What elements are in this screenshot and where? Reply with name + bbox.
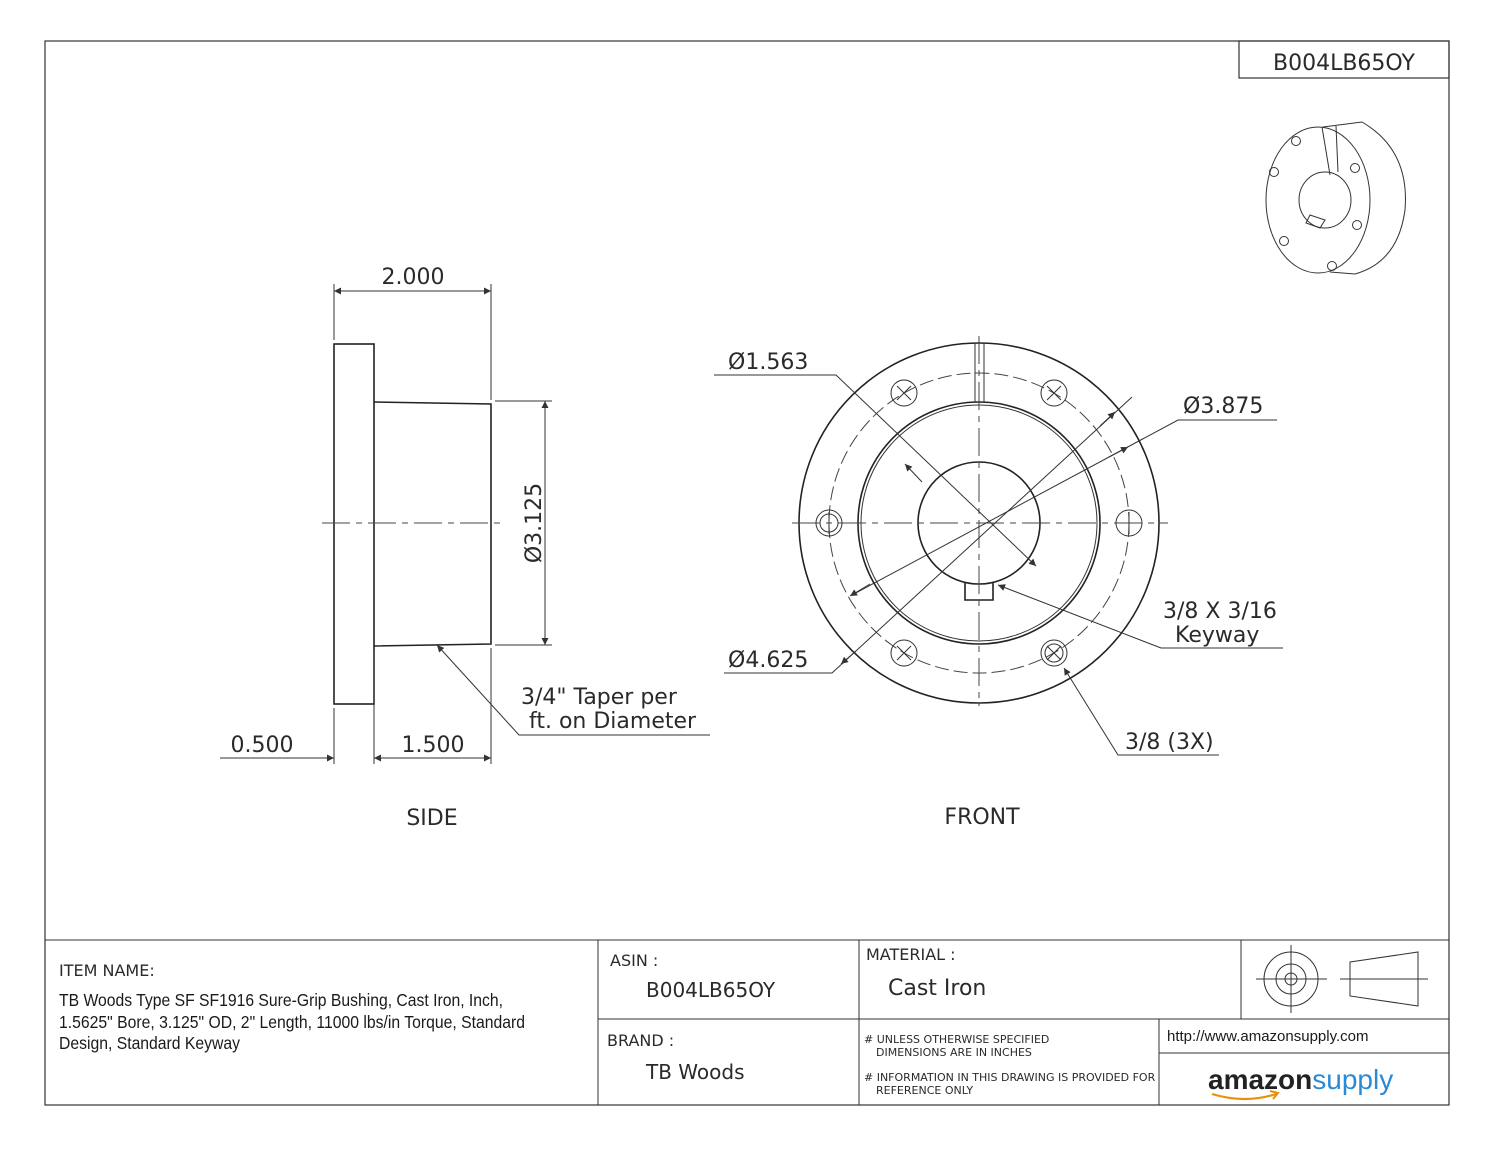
side-view-title: SIDE <box>406 806 458 831</box>
dim-overall-length: 2.000 <box>381 265 445 290</box>
front-view <box>714 336 1283 830</box>
material-label: MATERIAL : <box>866 945 956 964</box>
item-name-label: ITEM NAME: <box>59 961 155 980</box>
asin-value: B004LB65OY <box>646 978 776 1002</box>
taper-note-line2: ft. on Diameter <box>529 709 697 734</box>
note2-line2: REFERENCE ONLY <box>876 1084 974 1097</box>
part-number: B004LB65OY <box>1273 51 1415 76</box>
dim-taper-length: 1.500 <box>401 733 465 758</box>
dim-flange-thickness: 0.500 <box>230 733 294 758</box>
part-number-box <box>1239 41 1449 78</box>
asin-label: ASIN : <box>610 951 659 970</box>
bolt-hole-icon <box>891 380 917 406</box>
note1-line1: # UNLESS OTHERWISE SPECIFIED <box>864 1033 1050 1046</box>
dim-bolt-circle-label: Ø3.875 <box>1183 394 1264 419</box>
keyway-note-line1: 3/8 X 3/16 <box>1163 599 1277 624</box>
side-view <box>220 265 710 831</box>
side-taper-body <box>374 402 491 646</box>
bolt-hole-icon <box>816 510 842 536</box>
side-flange <box>334 344 374 704</box>
brand-value: TB Woods <box>646 1060 745 1084</box>
front-view-title: FRONT <box>944 805 1020 830</box>
svg-text:amazonsupply: amazonsupply <box>1208 1064 1394 1095</box>
title-block <box>45 940 1449 1105</box>
item-name-line2: 1.5625" Bore, 3.125" OD, 2" Length, 11000 lbs/in Torque, Standard <box>59 1012 525 1032</box>
hole-callout: 3/8 (3X) <box>1125 730 1214 755</box>
bolt-hole-icon <box>891 640 917 666</box>
item-name-line1: TB Woods Type SF SF1916 Sure-Grip Bushing, Cast Iron, Inch, <box>59 990 503 1010</box>
amazonsupply-logo <box>1208 1064 1393 1099</box>
website-link[interactable]: http://www.amazonsupply.com <box>1167 1028 1369 1045</box>
brand-label: BRAND : <box>607 1031 675 1050</box>
item-name-line3: Design, Standard Keyway <box>59 1033 241 1053</box>
bolt-hole-icon <box>1041 640 1067 666</box>
keyway-note-line2: Keyway <box>1175 623 1260 648</box>
projection-symbol-icon <box>1256 945 1428 1013</box>
note2-line1: # INFORMATION IN THIS DRAWING IS PROVIDED FOR <box>864 1071 1156 1084</box>
taper-note-line1: 3/4" Taper per <box>521 685 677 710</box>
note1-line2: DIMENSIONS ARE IN INCHES <box>876 1046 1032 1059</box>
isometric-bushing-icon <box>1266 122 1405 274</box>
drawing-border <box>45 41 1449 1105</box>
material-value: Cast Iron <box>888 976 987 1001</box>
bolt-hole-icon <box>1041 380 1067 406</box>
dim-flange-od-label: Ø4.625 <box>728 648 809 673</box>
dim-bore-label: Ø1.563 <box>728 350 809 375</box>
dim-od-label: Ø3.125 <box>522 482 547 564</box>
